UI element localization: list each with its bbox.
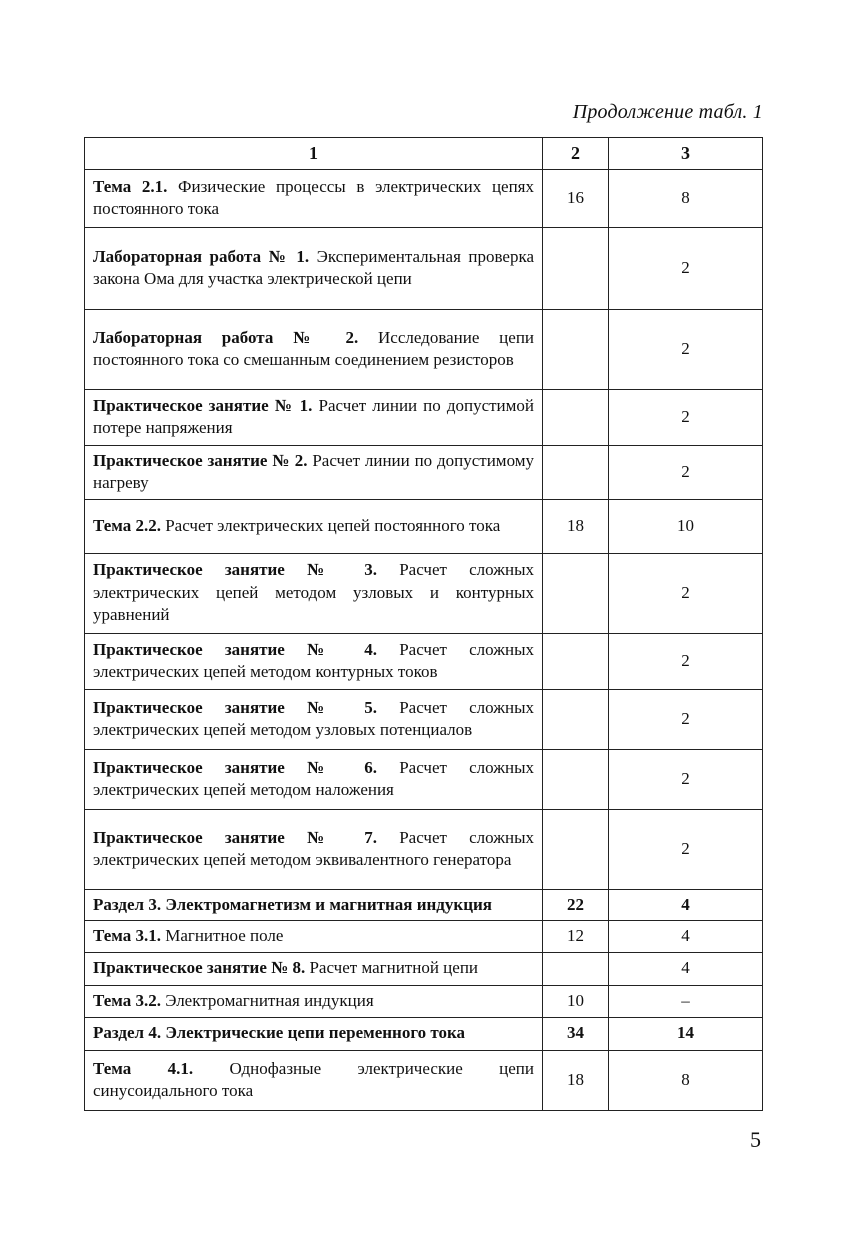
row-label: Тема 2.1. [93,176,168,196]
row-hours-col2: 34 [543,1017,609,1050]
row-text: Экспериментальная проверка закона Ома для участка электрической цепи [93,246,534,288]
table-body [85,169,763,1110]
row-text: Электромагнитная индукция [165,990,374,1010]
row-description [85,389,543,445]
row-description [85,809,543,889]
course-hours-table [84,137,763,1111]
row-text: Исследование цепи постоянного тока со смешанным соединением резисторов [93,327,535,369]
row-label: Практическое занятие № 6. [93,757,377,777]
page-number: 5 [750,1127,761,1152]
row-description [85,309,543,389]
table-row [85,952,763,985]
row-label: Лабораторная работа № 1. [93,246,310,266]
row-label: Практическое занятие № 5. [93,697,377,717]
row-hours-col2 [543,952,609,985]
row-description [85,227,543,309]
row-label: Практическое занятие № 4. [93,639,377,659]
row-label: Тема 2.2. [93,515,161,535]
table-row [85,445,763,499]
row-hours-col3: 10 [609,499,763,553]
row-text: Расчет линии по допустимому нагреву [93,450,535,492]
row-text: Физические процессы в электрических цепях постоянного тока [93,176,535,218]
column-header-3: 3 [609,138,763,170]
table-row [85,749,763,809]
row-label: Практическое занятие № 7. [93,827,377,847]
row-description [85,985,543,1017]
table-row [85,689,763,749]
row-label: Практическое занятие № 3. [93,560,377,580]
row-hours-col2: 12 [543,921,609,953]
row-hours-col3: 2 [609,633,763,689]
row-hours-col3: 4 [609,921,763,953]
row-label: Раздел 3. Электромагнетизм и магнитная индукция [93,894,492,914]
row-hours-col3: 2 [609,689,763,749]
table-row [85,389,763,445]
row-description [85,499,543,553]
row-description [85,921,543,953]
row-label: Раздел 4. Электрические цепи переменного тока [93,1023,466,1043]
row-text: Расчет электрических цепей постоянного тока [165,515,501,535]
table-row [85,809,763,889]
row-hours-col2 [543,227,609,309]
row-hours-col2: 18 [543,499,609,553]
row-hours-col3: 2 [609,809,763,889]
row-label: Лабораторная работа № 2. [93,327,359,347]
row-description [85,1050,543,1110]
table-row [85,985,763,1017]
row-text: Расчет линии по допустимой потере напряжения [93,395,535,437]
row-description [85,889,543,921]
row-hours-col3: 4 [609,889,763,921]
table-row [85,633,763,689]
row-text: Расчет сложных электрических цепей методом узловых потенциалов [93,697,534,739]
row-hours-col2: 10 [543,985,609,1017]
row-text: Расчет сложных электрических цепей методом эквивалентного генератора [93,827,534,869]
row-hours-col3: 2 [609,389,763,445]
row-text: Расчет магнитной цепи [309,958,479,978]
table-row [85,921,763,953]
row-text: Расчет сложных электрических цепей методом контурных токов [93,639,534,681]
row-description [85,1017,543,1050]
row-text: Магнитное поле [165,926,284,945]
row-text: Однофазные электрические цепи синусоидального тока [93,1058,534,1100]
row-hours-col2 [543,445,609,499]
row-hours-col3: 2 [609,445,763,499]
table-header-row [85,138,763,170]
row-description [85,633,543,689]
table-row [85,553,763,633]
table-row [85,499,763,553]
row-description [85,952,543,985]
row-hours-col3: 2 [609,309,763,389]
row-label: Тема 3.2. [93,990,161,1010]
row-hours-col3: 2 [609,553,763,633]
row-label: Тема 4.1. [93,1058,194,1078]
row-hours-col3: 4 [609,952,763,985]
table-row [85,1050,763,1110]
table-row [85,169,763,227]
row-description [85,553,543,633]
column-header-2: 2 [543,138,609,170]
row-description [85,689,543,749]
section-row [85,1017,763,1050]
row-hours-col2: 22 [543,889,609,921]
row-description [85,445,543,499]
row-hours-col2 [543,389,609,445]
row-label: Практическое занятие № 1. [93,395,313,415]
table-row [85,309,763,389]
row-text: Расчет сложных электрических цепей методом узловых и контурных уравнений [93,560,534,625]
row-hours-col3: 8 [609,1050,763,1110]
row-hours-col2: 16 [543,169,609,227]
row-description [85,749,543,809]
row-hours-col3: 14 [609,1017,763,1050]
row-hours-col2 [543,309,609,389]
row-hours-col2 [543,809,609,889]
row-hours-col3: 2 [609,749,763,809]
section-row [85,889,763,921]
row-hours-col3: 8 [609,169,763,227]
row-hours-col3: 2 [609,227,763,309]
row-hours-col2: 18 [543,1050,609,1110]
row-hours-col2 [543,553,609,633]
row-text: Расчет сложных электрических цепей методом наложения [93,757,534,799]
row-hours-col2 [543,633,609,689]
column-header-1: 1 [85,138,543,170]
row-hours-col2 [543,749,609,809]
table-continuation-caption: Продолжение табл. 1 [572,101,763,123]
row-label: Практическое занятие № 2. [93,450,308,470]
row-hours-col3: – [609,985,763,1017]
row-label: Тема 3.1. [93,926,161,945]
row-description [85,169,543,227]
row-label: Практическое занятие № 8. [93,958,306,978]
row-hours-col2 [543,689,609,749]
table-row [85,227,763,309]
